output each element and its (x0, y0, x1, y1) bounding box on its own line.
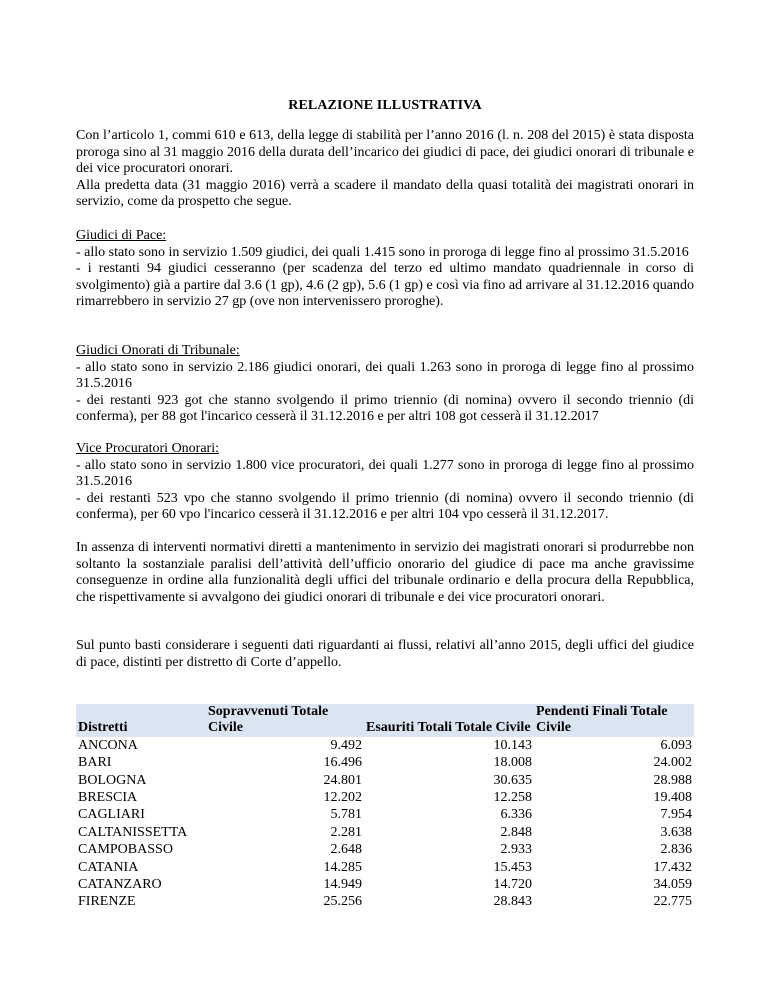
cell-esauriti: 18.008 (493, 755, 532, 771)
cell-pendenti: 6.093 (660, 737, 692, 753)
cell-sopravvenuti: 9.492 (330, 737, 362, 753)
cell-esauriti: 2.933 (500, 842, 532, 858)
cell-distretto: ANCONA (78, 737, 138, 753)
cell-pendenti: 34.059 (653, 877, 692, 893)
intro-line-1: Con l’articolo 1, commi 610 e 613, della legge di stabilità per l’anno 2016 (l. n. 208 del 2015) è stata disposta proroga sino al 31 maggio 2016 della durata dell’incarico dei giudici di pace, dei giudici onorari di tribunale e dei vice procuratori onorari. (76, 128, 694, 176)
table-row (76, 893, 694, 910)
table-header-row (76, 704, 694, 737)
cell-sopravvenuti: 5.781 (330, 807, 362, 823)
cell-pendenti: 22.775 (653, 894, 692, 910)
cell-esauriti: 6.336 (500, 807, 532, 823)
cell-esauriti: 12.258 (493, 790, 532, 806)
cell-distretto: BOLOGNA (78, 772, 147, 788)
intro-line-2: Alla predetta data (31 maggio 2016) verrà a scadere il mandato della quasi totalità dei magistrati onorari in servizio, come da prospetto che segue. (76, 177, 694, 209)
cell-distretto: CAGLIARI (78, 807, 145, 823)
cell-pendenti: 3.638 (660, 824, 692, 840)
cell-sopravvenuti: 24.801 (323, 772, 362, 788)
cell-sopravvenuti: 25.256 (323, 894, 362, 910)
cell-esauriti: 14.720 (493, 877, 532, 893)
cell-pendenti: 7.954 (660, 807, 692, 823)
header-distretti: Distretti (76, 704, 206, 737)
section-line: - allo stato sono in servizio 2.186 giudici onorari, dei quali 1.263 sono in proroga di legge fino al prossimo 31.5.2016 (76, 359, 694, 391)
cell-sopravvenuti: 12.202 (323, 790, 362, 806)
intro-paragraph (76, 128, 694, 211)
table-row (76, 841, 694, 858)
cell-esauriti: 15.453 (493, 859, 532, 875)
cell-pendenti: 17.432 (653, 859, 692, 875)
cell-sopravvenuti: 2.648 (330, 842, 362, 858)
cell-sopravvenuti: 2.281 (330, 824, 362, 840)
cell-distretto: CAMPOBASSO (78, 842, 173, 858)
table-row (76, 772, 694, 789)
cell-distretto: CATANZARO (78, 877, 162, 893)
cell-esauriti: 28.843 (493, 894, 532, 910)
section-line: - dei restanti 523 vpo che stanno svolgendo il primo triennio (di nomina) ovvero il secondo triennio (di conferma), per 60 vpo l'incarico cesserà il 31.12.2016 e per altri 104 vpo cesserà il 31.12.2017. (76, 490, 694, 522)
cell-esauriti: 30.635 (493, 772, 532, 788)
cell-distretto: BARI (78, 755, 112, 771)
section-heading: Giudici di Pace: (76, 228, 167, 243)
header-sopravvenuti: Sopravvenuti Totale Civile (206, 704, 364, 737)
paragraph-dati: Sul punto basti considerare i seguenti dati riguardanti ai flussi, relativi all’anno 2015, degli uffici del giudice di pace, distinti per distretto di Corte d’appello. (76, 638, 694, 670)
header-pendenti: Pendenti Finali Totale Civile (534, 704, 694, 737)
cell-esauriti: 10.143 (493, 737, 532, 753)
table-row (76, 806, 694, 823)
cell-pendenti: 19.408 (653, 790, 692, 806)
header-esauriti: Esauriti Totali Totale Civile (364, 704, 534, 737)
section-line: - allo stato sono in servizio 1.509 giudici, dei quali 1.415 sono in proroga di legge fino al prossimo 31.5.2016 (76, 244, 689, 260)
cell-distretto: FIRENZE (78, 894, 136, 910)
table-row (76, 876, 694, 893)
section-heading: Giudici Onorati di Tribunale: (76, 343, 240, 358)
cell-pendenti: 28.988 (653, 772, 692, 788)
section-heading: Vice Procuratori Onorari: (76, 441, 219, 456)
flussi-table (76, 704, 694, 911)
table-row (76, 824, 694, 841)
section-vice-procuratori (76, 441, 694, 524)
section-line: - i restanti 94 giudici cesseranno (per scadenza del terzo ed ultimo mandato quadriennale in corso di svolgimento) già a partire dal 3.6 (1 gp), 4.6 (2 gp), 5.6 (1 gp) e così via fino ad arrivare al 31.12.2016 quando rimarrebbero in servizio 27 gp (ove non intervenissero proroghe). (76, 261, 694, 309)
section-line: - allo stato sono in servizio 1.800 vice procuratori, dei quali 1.277 sono in proroga di legge fino al prossimo 31.5.2016 (76, 457, 694, 489)
cell-distretto: CALTANISSETTA (78, 824, 188, 840)
cell-sopravvenuti: 14.285 (323, 859, 362, 875)
section-line: - dei restanti 923 got che stanno svolgendo il primo triennio (di nomina) ovvero il secondo triennio (di conferma), per 88 got l'incarico cesserà il 31.12.2016 e per altri 108 got cesserà il 31.12.2017 (76, 392, 694, 424)
table-row (76, 754, 694, 771)
cell-pendenti: 24.002 (653, 755, 692, 771)
table-row (76, 789, 694, 806)
section-giudici-onorari (76, 343, 694, 426)
cell-sopravvenuti: 14.949 (323, 877, 362, 893)
document-title: RELAZIONE ILLUSTRATIVA (288, 98, 482, 113)
section-giudici-di-pace (76, 228, 694, 311)
cell-distretto: CATANIA (78, 859, 139, 875)
cell-sopravvenuti: 16.496 (323, 755, 362, 771)
paragraph-assenza: In assenza di interventi normativi diretti a mantenimento in servizio dei magistrati onorari si produrrebbe non soltanto la sostanziale paralisi dell’attività dell’ufficio onorario del giudice di pace ma anche gravissime conseguenze in ordine alla funzionalità degli uffici del tribunale ordinario e della procura della Repubblica, che rispettivamente si avvalgono dei giudici onorari di tribunale e dei vice procuratori onorari. (76, 540, 694, 605)
cell-pendenti: 2.836 (660, 842, 692, 858)
cell-esauriti: 2.848 (500, 824, 532, 840)
table-row (76, 737, 694, 754)
table-row (76, 859, 694, 876)
cell-distretto: BRESCIA (78, 790, 138, 806)
